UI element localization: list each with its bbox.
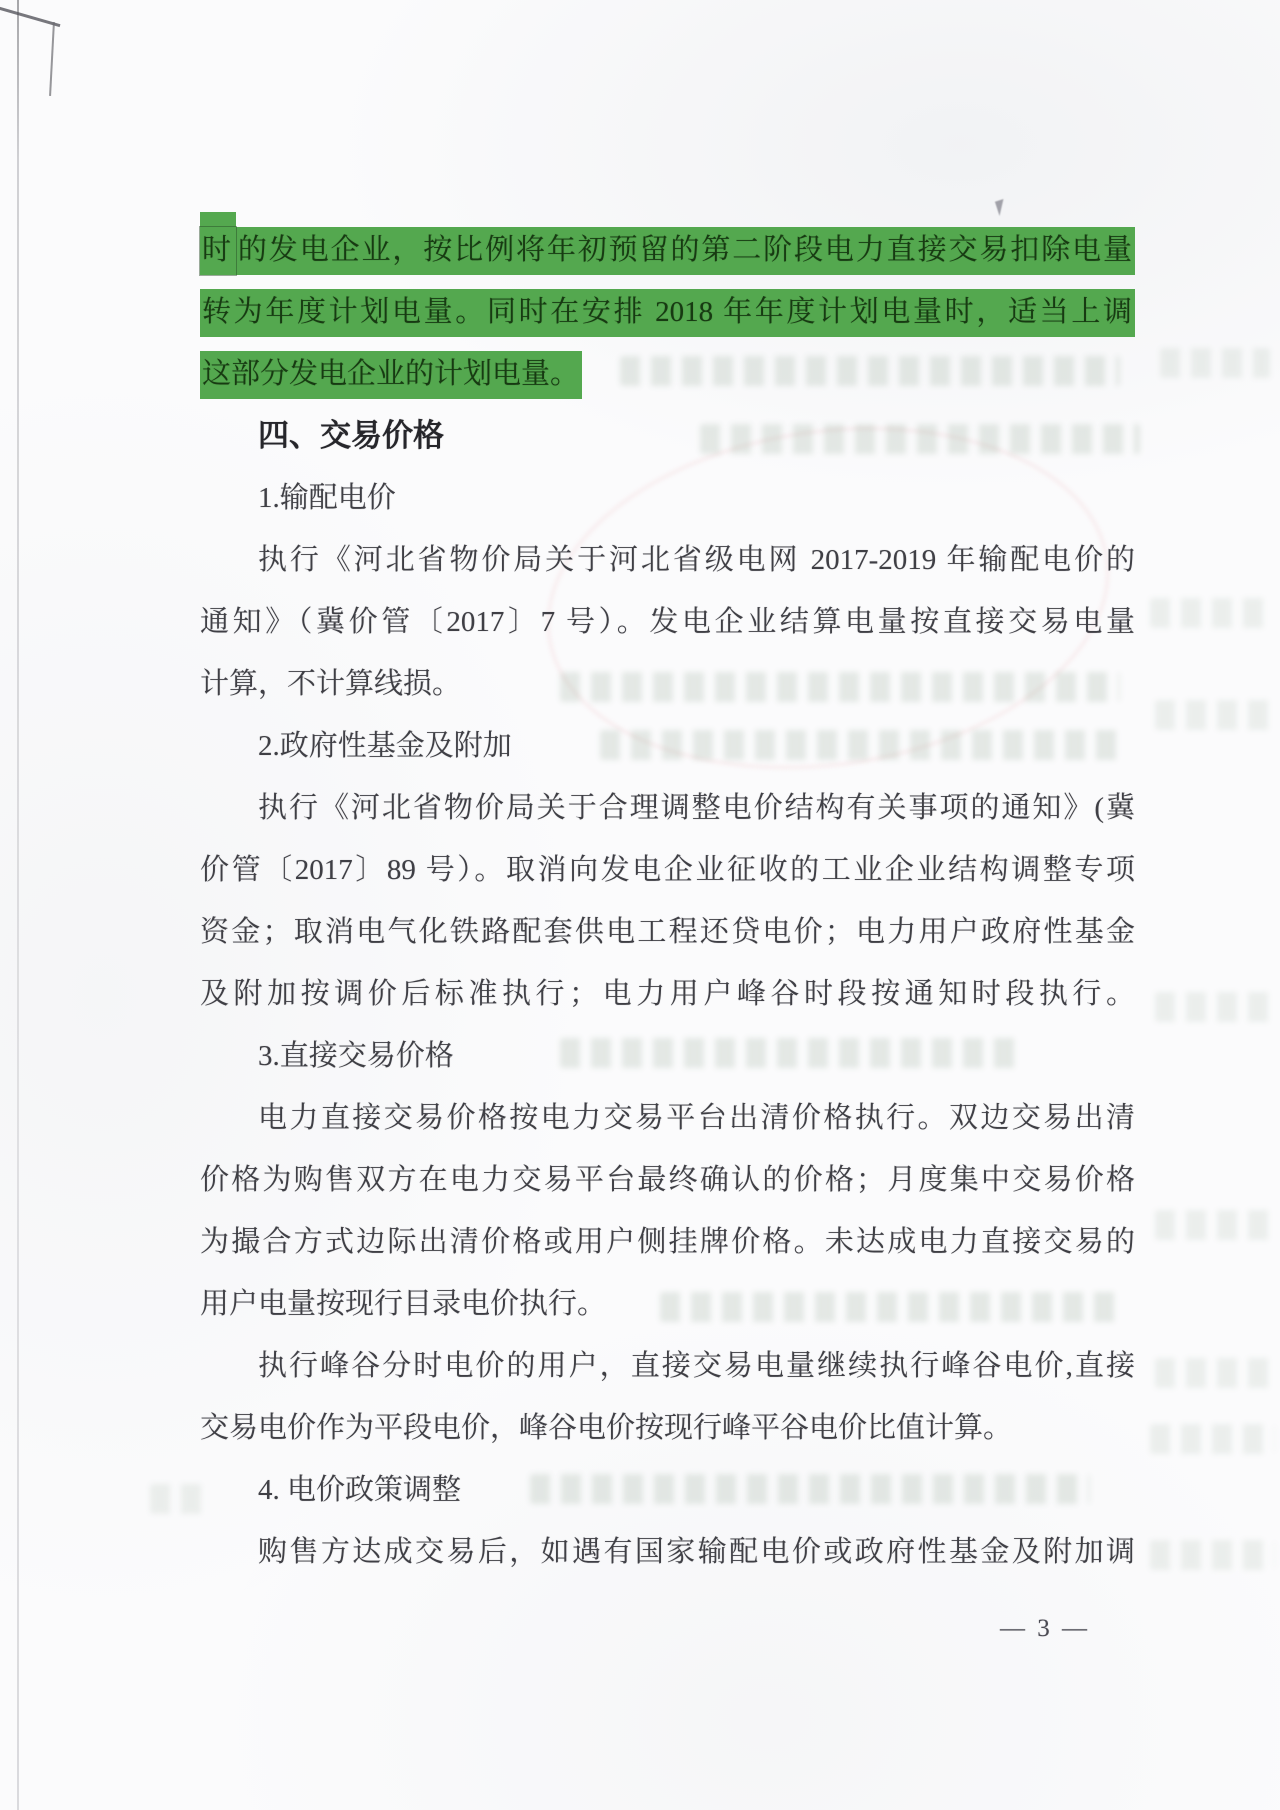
text-line: 为撮合方式边际出清价格或用户侧挂牌价格。未达成电力直接交易的 <box>200 1226 1135 1258</box>
text-line <box>200 343 1135 405</box>
text-line: 执行《河北省物价局关于河北省级电网 2017-2019 年输配电价的 <box>258 544 1135 576</box>
highlighted-text: 转为年度计划电量。同时在安排 2018 年年度计划电量时，适当上调 <box>200 289 1135 337</box>
text-line <box>200 219 1135 281</box>
text-line: 通知》（冀价管〔2017〕7 号）。发电企业结算电量按直接交易电量 <box>200 606 1135 638</box>
text-line: 资金；取消电气化铁路配套供电工程还贷电价；电力用户政府性基金 <box>200 916 1135 948</box>
bleedthrough-smudge <box>1155 992 1275 1022</box>
text-line: 及附加按调价后标准执行；电力用户峰谷时段按通知时段执行。 <box>200 978 1135 1010</box>
text-line: 3.直接交易价格 <box>258 1040 454 1072</box>
text-line: 购售方达成交易后，如遇有国家输配电价或政府性基金及附加调 <box>258 1536 1135 1568</box>
text-line: 4. 电价政策调整 <box>258 1474 462 1506</box>
bleedthrough-smudge <box>1150 598 1272 628</box>
page-number: — 3 — <box>1000 1615 1090 1642</box>
text-line: 交易电价作为平段电价，峰谷电价按现行峰平谷电价比值计算。 <box>200 1412 1013 1444</box>
bleedthrough-smudge <box>1155 1358 1275 1388</box>
paper-edge-line <box>17 0 19 1810</box>
text-line: 1.输配电价 <box>258 482 396 514</box>
highlighted-text: 这部分发电企业的计划电量。 <box>200 351 582 399</box>
text-line: 计算，不计算线损。 <box>200 668 462 700</box>
bleedthrough-smudge <box>1160 348 1270 378</box>
text-line: 用户电量按现行目录电价执行。 <box>200 1288 607 1320</box>
text-line: 价管〔2017〕89 号）。取消向发电企业征收的工业企业结构调整专项 <box>200 854 1135 886</box>
text-line: 执行峰谷分时电价的用户，直接交易电量继续执行峰谷电价,直接 <box>258 1350 1135 1382</box>
document-body <box>200 219 1135 1583</box>
text-line: 价格为购售双方在电力交易平台最终确认的价格；月度集中交易价格 <box>200 1164 1135 1196</box>
text-line: 电力直接交易价格按电力交易平台出清价格执行。双边交易出清 <box>258 1102 1135 1134</box>
bleedthrough-smudge <box>1155 1210 1275 1240</box>
text-line: 执行《河北省物价局关于合理调整电价结构有关事项的通知》(冀 <box>258 792 1135 824</box>
highlighted-first-char: 时 <box>200 227 236 275</box>
scan-corner-artifact <box>0 6 60 27</box>
bleedthrough-smudge <box>1150 1424 1275 1454</box>
bleedthrough-smudge <box>150 1484 202 1514</box>
highlighted-text: 的发电企业，按比例将年初预留的第二阶段电力直接交易扣除电量 <box>236 227 1135 275</box>
cursor-artifact <box>995 199 1008 216</box>
bleedthrough-smudge <box>1155 700 1275 730</box>
text-line: 2.政府性基金及附加 <box>258 730 512 762</box>
bleedthrough-smudge <box>1150 1540 1275 1570</box>
scan-corner-artifact <box>49 22 55 96</box>
text-line <box>200 281 1135 343</box>
section-heading: 四、交易价格 <box>258 418 444 453</box>
